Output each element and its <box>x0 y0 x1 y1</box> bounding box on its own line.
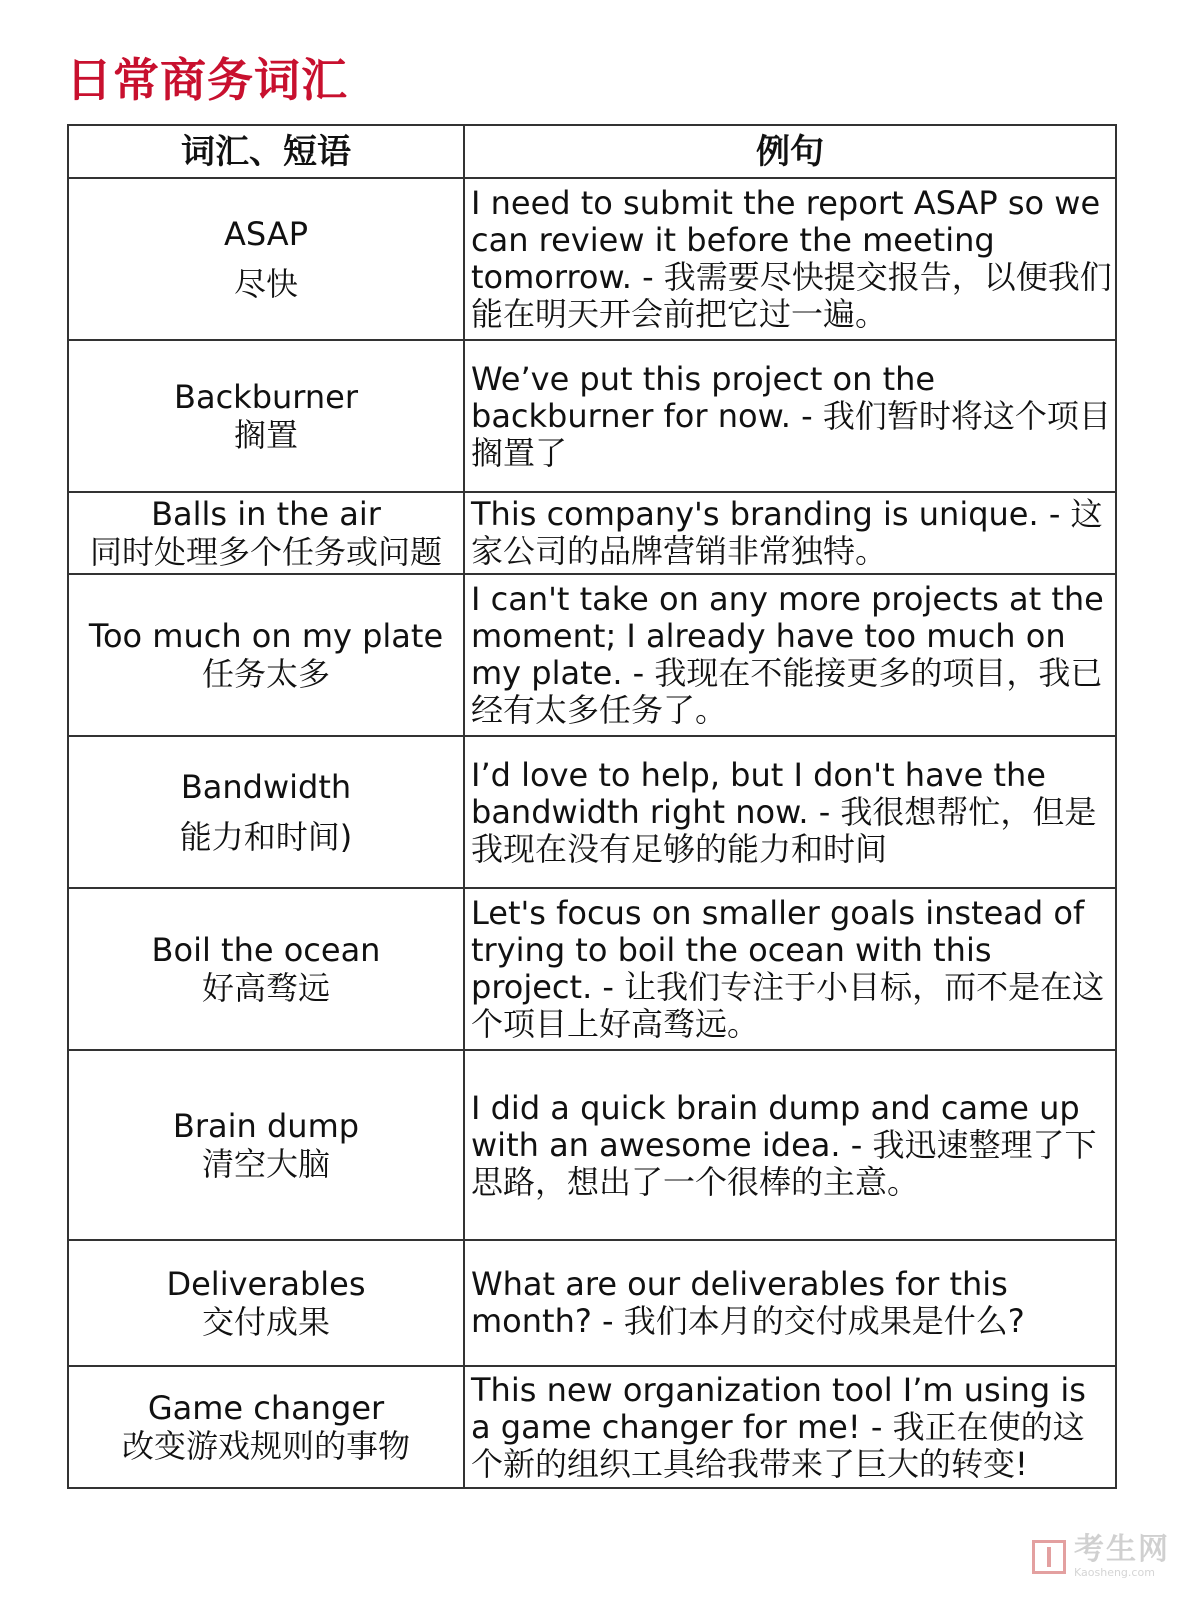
term-cell <box>68 1366 464 1488</box>
term-cell <box>68 178 464 340</box>
example-cell <box>464 1366 1116 1488</box>
term-cell <box>68 492 464 574</box>
header-example: 例句 <box>464 125 1116 178</box>
term-cell <box>68 340 464 492</box>
vocabulary-table <box>67 124 1117 1489</box>
term-cell <box>68 1050 464 1240</box>
table-row <box>68 736 1116 888</box>
table-row <box>68 492 1116 574</box>
example-cell <box>464 340 1116 492</box>
watermark-name: 考生网 <box>1074 1532 1170 1567</box>
term-english: Deliverables <box>166 1265 366 1303</box>
term-chinese: 好高骛远 <box>201 969 330 1007</box>
table-row <box>68 888 1116 1050</box>
term-chinese: 清空大脑 <box>201 1145 330 1183</box>
example-cell <box>464 888 1116 1050</box>
example-sentence: Let's focus on smaller goals instead of trying to boil the ocean with this project. - 让我们专注于小目标，而不是在这个项目上好高骛远。 <box>471 894 1105 1043</box>
header-term: 词汇、短语 <box>68 125 464 178</box>
term-chinese: 尽快 <box>233 265 298 303</box>
table-row <box>68 340 1116 492</box>
table-row <box>68 1366 1116 1488</box>
term-cell <box>68 1240 464 1366</box>
term-chinese: 搁置 <box>233 416 298 454</box>
term-english: Game changer <box>147 1389 385 1427</box>
kaosheng-logo-icon <box>1032 1540 1066 1574</box>
example-sentence: This company's branding is unique. - 这家公司的品牌营销非常独特。 <box>471 495 1103 570</box>
example-cell <box>464 736 1116 888</box>
table-row <box>68 1240 1116 1366</box>
term-cell <box>68 574 464 736</box>
example-sentence: This new organization tool I’m using is a game changer for me! - 我正在使的这个新的组织工具给我带来了巨大的转变! <box>471 1370 1086 1483</box>
table-header-row <box>68 125 1116 178</box>
term-english: Too much on my plate <box>88 617 444 655</box>
example-cell <box>464 178 1116 340</box>
table-row <box>68 574 1116 736</box>
example-cell <box>464 574 1116 736</box>
term-english: Boil the ocean <box>151 931 381 969</box>
example-sentence: I’d love to help, but I don't have the bandwidth right now. - 我很想帮忙，但是我现在没有足够的能力和时间 <box>471 755 1097 868</box>
example-sentence: I did a quick brain dump and came up with an awesome idea. - 我迅速整理了下思路，想出了一个很棒的主意。 <box>471 1088 1097 1201</box>
watermark <box>1032 1532 1170 1579</box>
term-chinese: 任务太多 <box>201 655 330 693</box>
example-sentence: What are our deliverables for this month? - 我们本月的交付成果是什么? <box>471 1265 1025 1340</box>
term-chinese: 能力和时间) <box>179 818 353 856</box>
term-english: Balls in the air <box>151 495 381 533</box>
page-title: 日常商务词汇 <box>66 53 348 107</box>
term-english: Bandwidth <box>180 768 352 806</box>
example-cell <box>464 492 1116 574</box>
example-sentence: We’ve put this project on the backburner for now. - 我们暂时将这个项目搁置了 <box>471 359 1111 472</box>
example-sentence: I need to submit the report ASAP so we can review it before the meeting tomorrow. - 我需要尽快提交报告，以便我们能在明天开会前把它过一遍。 <box>471 184 1112 333</box>
example-cell <box>464 1240 1116 1366</box>
term-cell <box>68 888 464 1050</box>
term-english: ASAP <box>224 215 308 253</box>
example-cell <box>464 1050 1116 1240</box>
term-english: Brain dump <box>172 1107 360 1145</box>
term-chinese: 同时处理多个任务或问题 <box>89 533 442 571</box>
watermark-url: Kaosheng.com <box>1074 1566 1155 1579</box>
term-chinese: 交付成果 <box>201 1303 330 1341</box>
table-row <box>68 178 1116 340</box>
term-english: Backburner <box>174 378 358 416</box>
table-row <box>68 1050 1116 1240</box>
term-cell <box>68 736 464 888</box>
example-sentence: I can't take on any more projects at the moment; I already have too much on my plate. - 我现在不能接更多的项目，我已经有太多任务了。 <box>471 580 1104 729</box>
term-chinese: 改变游戏规则的事物 <box>121 1427 410 1465</box>
